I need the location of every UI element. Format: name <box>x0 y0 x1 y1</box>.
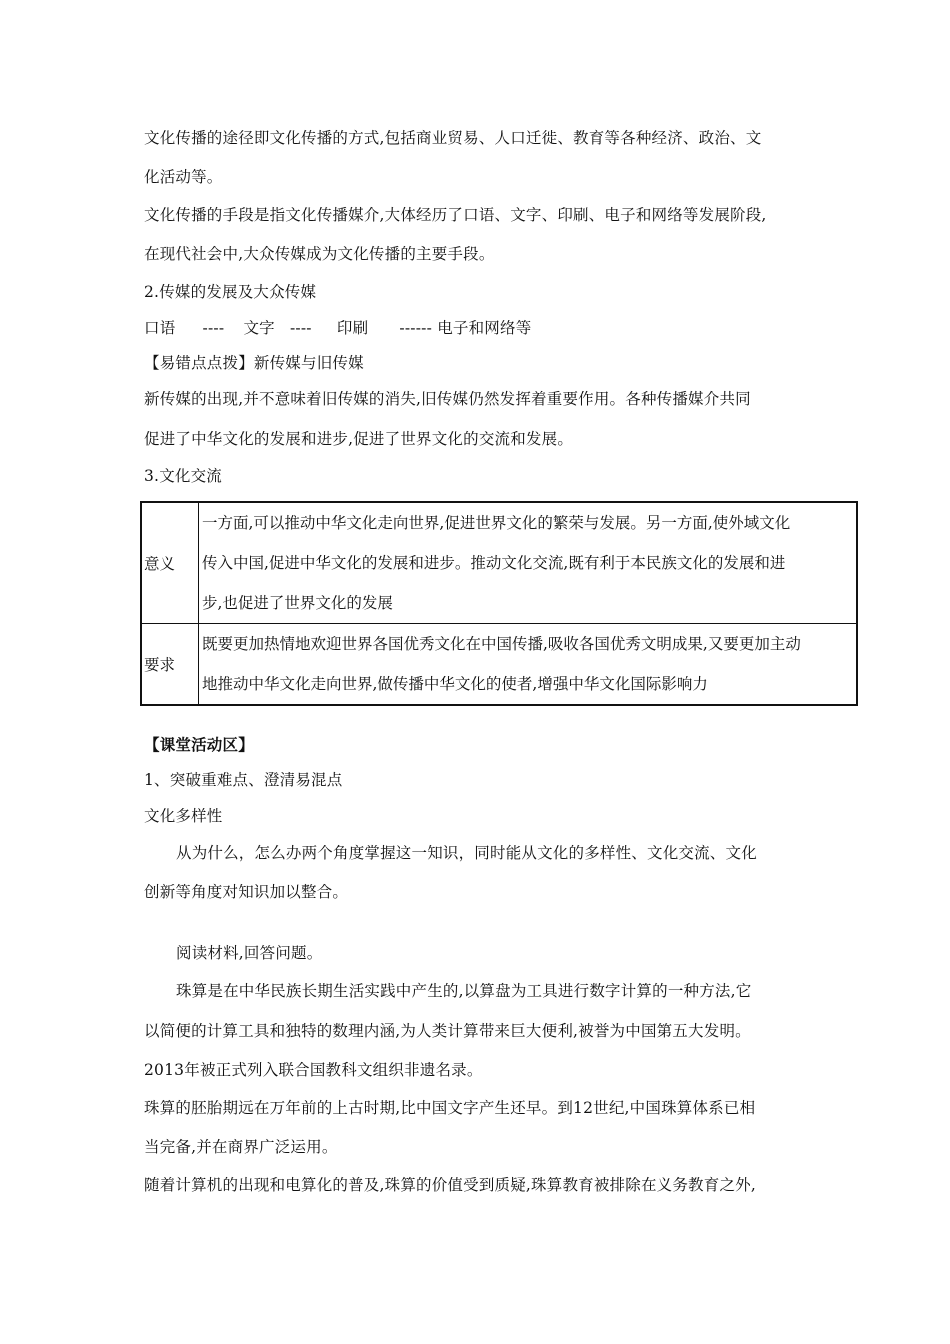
cell-line: 一方面,可以推动中华文化走向世界,促进世界文化的繁荣与发展。另一方面,使外域文化 <box>202 514 791 532</box>
table-row <box>141 502 857 624</box>
paragraph-line: 新传媒的出现,并不意味着旧传媒的消失,旧传媒仍然发挥着重要作用。各种传播媒介共同 <box>144 390 751 408</box>
table-row <box>141 624 857 706</box>
cell-line: 既要更加热情地欢迎世界各国优秀文化在中国传播,吸收各国优秀文明成果,又要更加主动 <box>202 635 801 653</box>
row-content-requirement <box>199 624 858 706</box>
tip-heading: 【易错点点拨】新传媒与旧传媒 <box>144 354 364 372</box>
paragraph-line: 阅读材料,回答问题。 <box>176 944 323 962</box>
paragraph-line: 从为什么，怎么办两个角度掌握这一知识，同时能从文化的多样性、文化交流、文化 <box>176 844 757 862</box>
flow-item: 口语 <box>144 319 176 337</box>
paragraph-line: 当完备,并在商界广泛运用。 <box>144 1138 338 1156</box>
paragraph-line: 促进了中华文化的发展和进步,促进了世界文化的交流和发展。 <box>144 430 574 448</box>
cell-line: 步,也促进了世界文化的发展 <box>202 594 393 612</box>
activity-section-title: 【课堂活动区】 <box>144 735 254 754</box>
paragraph-line: 创新等角度对知识加以整合。 <box>144 883 349 901</box>
section-heading: 2.传媒的发展及大众传媒 <box>144 283 317 301</box>
section-heading: 3.文化交流 <box>144 467 222 485</box>
row-header-significance: 意义 <box>141 502 199 624</box>
paragraph-line: 珠算的胚胎期远在万年前的上古时期,比中国文字产生还早。到12世纪,中国珠算体系已相 <box>144 1099 756 1117</box>
paragraph-line: 文化传播的手段是指文化传播媒介,大体经历了口语、文字、印刷、电子和网络等发展阶段, <box>144 206 767 224</box>
cell-line: 地推动中华文化走向世界,做传播中华文化的使者,增强中华文化国际影响力 <box>202 675 708 693</box>
flow-separator: ---- <box>202 319 225 337</box>
cultural-exchange-table <box>140 501 858 706</box>
paragraph-line: 文化传播的途径即文化传播的方式,包括商业贸易、人口迁徙、教育等各种经济、政治、文 <box>144 129 762 147</box>
paragraph-line: 在现代社会中,大众传媒成为文化传播的主要手段。 <box>144 245 495 263</box>
flow-separator: ---- <box>289 319 312 337</box>
paragraph-line: 化活动等。 <box>144 168 223 186</box>
paragraph-line: 2013年被正式列入联合国教科文组织非遗名录。 <box>144 1061 483 1079</box>
subheading: 1、突破重难点、澄清易混点 <box>144 771 343 789</box>
media-flow-line <box>144 318 531 338</box>
row-content-significance <box>199 502 858 624</box>
paragraph-line: 珠算是在中华民族长期生活实践中产生的,以算盘为工具进行数字计算的一种方法,它 <box>176 982 752 1000</box>
paragraph-line: 以简便的计算工具和独特的数理内涵,为人类计算带来巨大便利,被誉为中国第五大发明。 <box>144 1022 751 1040</box>
cell-line: 传入中国,促进中华文化的发展和进步。推动文化交流,既有利于本民族文化的发展和进 <box>202 554 786 572</box>
flow-item: 印刷 <box>336 319 369 337</box>
flow-item: 文字 <box>243 319 275 337</box>
row-header-requirement: 要求 <box>141 624 199 706</box>
flow-item: 电子和网络等 <box>437 319 532 337</box>
flow-separator: ------ <box>399 319 433 337</box>
paragraph-line: 随着计算机的出现和电算化的普及,珠算的价值受到质疑,珠算教育被排除在义务教育之外, <box>144 1176 756 1194</box>
subheading: 文化多样性 <box>144 807 223 825</box>
